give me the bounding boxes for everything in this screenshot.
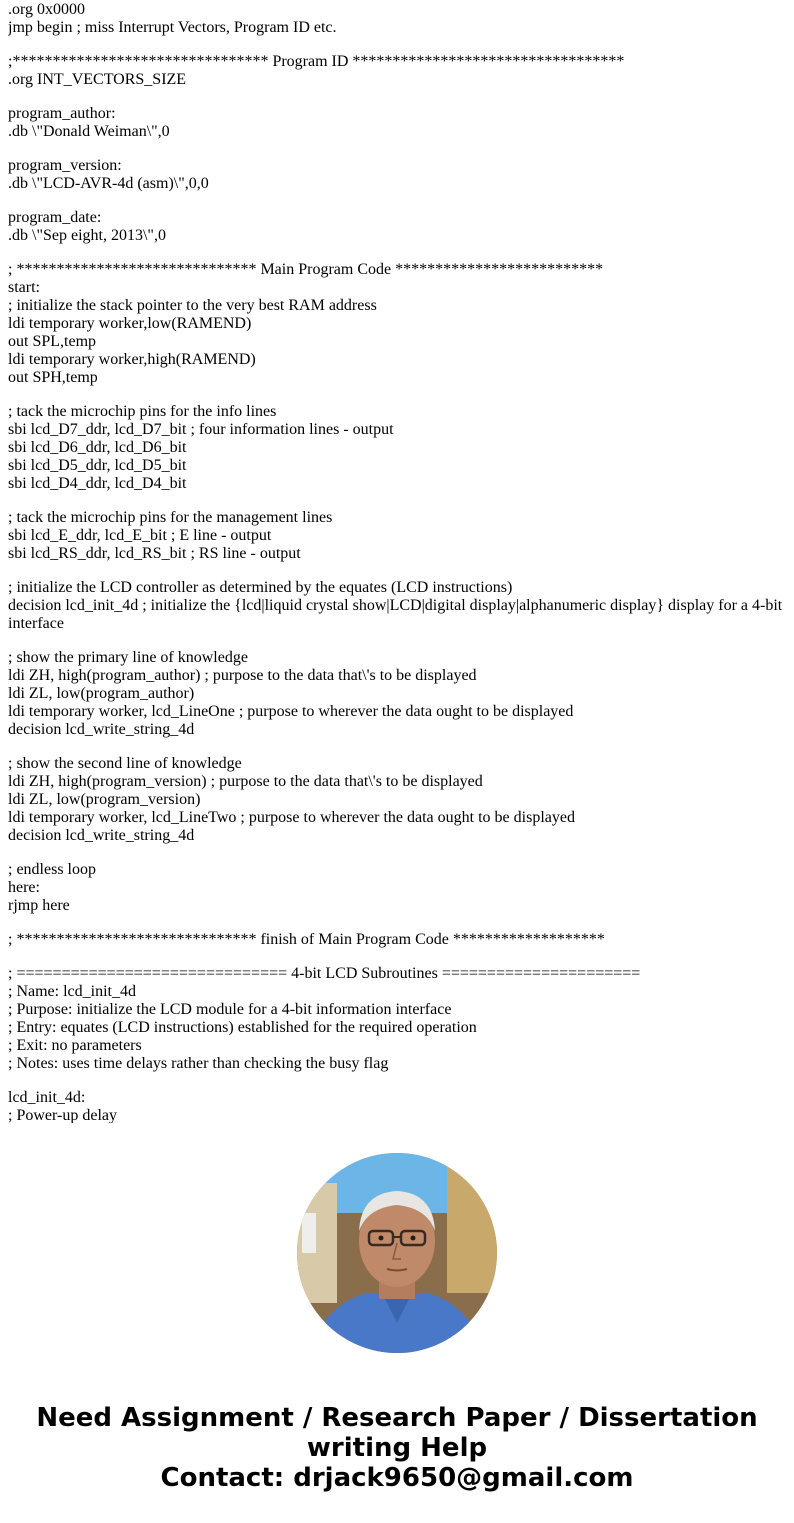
code-listing <box>8 1 788 1123</box>
code-line: ldi ZH, high(program_author) ; purpose to the data that\'s to be displayed <box>8 667 477 684</box>
code-line: ; ============================== 4-bit LCD Subroutines ====================== <box>8 965 641 982</box>
code-line: out SPL,temp <box>8 333 97 350</box>
code-line: .db \"LCD-AVR-4d (asm)\",0,0 <box>8 175 209 192</box>
code-paragraph <box>8 1089 788 1123</box>
code-line: out SPH,temp <box>8 369 98 386</box>
code-line: .db \"Donald Weiman\",0 <box>8 123 170 140</box>
code-paragraph <box>8 1 788 37</box>
code-line: ldi temporary worker,low(RAMEND) <box>8 315 252 332</box>
code-line: ldi ZH, high(program_version) ; purpose to the data that\'s to be displayed <box>8 773 483 790</box>
code-line: ldi temporary worker, lcd_LineTwo ; purpose to wherever the data ought to be displayed <box>8 809 575 826</box>
code-line: ldi ZL, low(program_author) <box>8 685 195 702</box>
code-paragraph <box>8 579 788 633</box>
code-line: ;******************************** Program ID ********************************** <box>8 53 625 70</box>
code-line: ; show the second line of knowledge <box>8 755 242 772</box>
code-line: program_date: <box>8 209 102 226</box>
code-paragraph <box>8 403 788 493</box>
code-line: sbi lcd_RS_ddr, lcd_RS_bit ; RS line - output <box>8 545 301 562</box>
code-line: .db \"Sep eight, 2013\",0 <box>8 227 166 244</box>
code-line: ; Purpose: initialize the LCD module for a 4-bit information interface <box>8 1001 452 1018</box>
code-paragraph <box>8 649 788 739</box>
code-paragraph <box>8 209 788 245</box>
code-line: decision lcd_write_string_4d <box>8 827 195 844</box>
code-line: ; endless loop <box>8 861 96 878</box>
code-line: ; Name: lcd_init_4d <box>8 983 136 1000</box>
code-line: start: <box>8 279 40 296</box>
code-line: ; Exit: no parameters <box>8 1037 142 1054</box>
code-line: program_author: <box>8 105 116 122</box>
code-paragraph <box>8 261 788 387</box>
code-paragraph <box>8 861 788 915</box>
help-banner <box>0 1403 794 1493</box>
code-line: ; initialize the stack pointer to the very best RAM address <box>8 297 377 314</box>
code-paragraph <box>8 105 788 141</box>
code-paragraph <box>8 931 788 949</box>
code-line: ; tack the microchip pins for the info lines <box>8 403 277 420</box>
code-line: sbi lcd_D5_ddr, lcd_D5_bit <box>8 457 187 474</box>
banner-contact: Contact: drjack9650@gmail.com <box>160 1463 634 1493</box>
banner-line-1: Need Assignment / Research Paper / Dissertation <box>36 1403 758 1433</box>
code-line: decision lcd_init_4d ; initialize the {lcd|liquid crystal show|LCD|digital display|alphanumeric display} display for a 4-bit interface <box>8 597 787 632</box>
code-line: ; initialize the LCD controller as determined by the equates (LCD instructions) <box>8 579 513 596</box>
code-line: ldi temporary worker, lcd_LineOne ; purpose to wherever the data ought to be displayed <box>8 703 574 720</box>
code-line: ; Power-up delay <box>8 1107 117 1123</box>
author-photo <box>297 1153 497 1353</box>
code-paragraph <box>8 53 788 89</box>
code-paragraph <box>8 755 788 845</box>
code-line: decision lcd_write_string_4d <box>8 721 195 738</box>
code-line: here: <box>8 879 40 896</box>
code-line: sbi lcd_D7_ddr, lcd_D7_bit ; four information lines - output <box>8 421 394 438</box>
code-line: ; ****************************** Main Program Code ************************** <box>8 261 604 278</box>
code-line: jmp begin ; miss Interrupt Vectors, Program ID etc. <box>8 19 337 36</box>
code-line: program_version: <box>8 157 122 174</box>
code-line: ; tack the microchip pins for the management lines <box>8 509 333 526</box>
code-paragraph <box>8 965 788 1073</box>
banner-line-2: writing Help <box>306 1433 488 1463</box>
code-line: lcd_init_4d: <box>8 1089 86 1106</box>
code-line: sbi lcd_E_ddr, lcd_E_bit ; E line - output <box>8 527 272 544</box>
code-line: .org INT_VECTORS_SIZE <box>8 71 187 88</box>
code-line: sbi lcd_D6_ddr, lcd_D6_bit <box>8 439 187 456</box>
code-line: ; Notes: uses time delays rather than checking the busy flag <box>8 1055 389 1072</box>
code-paragraph <box>8 509 788 563</box>
code-line: ; show the primary line of knowledge <box>8 649 248 666</box>
code-line: ldi temporary worker,high(RAMEND) <box>8 351 256 368</box>
code-line: ; ****************************** finish of Main Program Code ******************* <box>8 931 605 948</box>
code-line: sbi lcd_D4_ddr, lcd_D4_bit <box>8 475 187 492</box>
code-line: ldi ZL, low(program_version) <box>8 791 201 808</box>
code-paragraph <box>8 157 788 193</box>
code-line: ; Entry: equates (LCD instructions) established for the required operation <box>8 1019 477 1036</box>
code-line: .org 0x0000 <box>8 1 86 18</box>
code-line: rjmp here <box>8 897 70 914</box>
